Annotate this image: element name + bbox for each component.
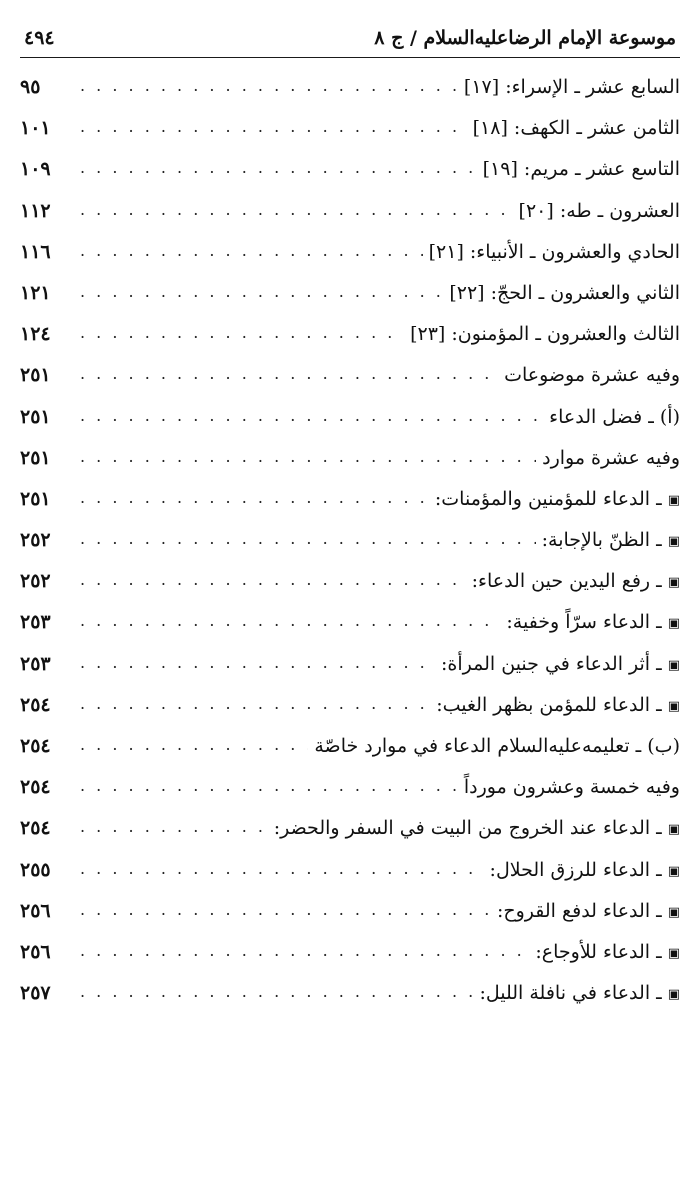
toc-entry-page-number: ٩٥ <box>20 76 41 98</box>
toc-entry <box>20 76 680 117</box>
toc-entry-page-number: ٢٥١ <box>20 405 51 428</box>
toc-entry-page-number: ١١٦ <box>20 240 51 263</box>
toc-entry-page-number: ٢٥٤ <box>20 776 51 799</box>
square-bullet-icon: ▣ <box>667 987 680 1003</box>
toc-entry <box>20 200 680 241</box>
toc-entry <box>20 776 680 817</box>
square-bullet-icon: ▣ <box>667 945 680 961</box>
toc-entry <box>20 488 680 529</box>
toc-entry-page-number: ٢٥٢ <box>20 529 51 552</box>
square-bullet-icon: ▣ <box>667 904 680 920</box>
toc-entry-page-number: ٢٥٦ <box>20 940 51 963</box>
running-header <box>20 0 680 58</box>
toc-entry-title: التاسع عشر ـ مريم: [١٩] <box>482 158 680 181</box>
dot-leader <box>80 406 543 425</box>
toc-entry-page-number: ٢٥٤ <box>20 735 51 757</box>
dot-leader <box>80 241 423 260</box>
toc-entry-page-number: ٢٥١ <box>20 487 51 510</box>
toc-entry <box>20 406 680 447</box>
toc-entry <box>20 241 680 282</box>
toc-entry-title: الحادي والعشرون ـ الأنبياء: [٢١] <box>428 240 680 263</box>
toc-entry <box>20 694 680 735</box>
toc-entry-page-number: ١٠٩ <box>20 158 51 181</box>
dot-leader <box>80 653 435 672</box>
square-bullet-icon: ▣ <box>667 863 680 879</box>
dot-leader <box>80 200 513 219</box>
toc-entry <box>20 941 680 982</box>
toc-entry-title: ـ الظنّ بالإجابة: <box>541 529 662 552</box>
toc-entry-title: (ب) ـ تعليمه‌عليه‌السلام الدعاء في موارد خاصّة <box>314 735 680 757</box>
toc-entry-page-number: ١١٢ <box>20 199 51 222</box>
toc-entry-title: ـ الدعاء للمؤمن بظهر الغيب: <box>436 693 662 716</box>
page-number: ٤٩٤ <box>24 27 55 49</box>
toc-entry <box>20 323 680 364</box>
toc-entry-page-number: ١٢٤ <box>20 323 51 346</box>
toc-entry-title: (أ) ـ فضل الدعاء <box>549 405 680 428</box>
toc-entry <box>20 158 680 199</box>
toc-entry <box>20 117 680 158</box>
toc-entry-title: وفيه عشرة موارد <box>542 446 680 469</box>
dot-leader <box>80 76 458 95</box>
toc-entry <box>20 611 680 652</box>
dot-leader <box>80 158 477 177</box>
square-bullet-icon: ▣ <box>667 575 680 591</box>
dot-leader <box>80 900 491 919</box>
toc-entry-page-number: ٢٥١ <box>20 364 51 387</box>
dot-leader <box>80 982 473 1001</box>
toc-entry-title: الثامن عشر ـ الكهف: [١٨] <box>472 117 680 140</box>
toc-entry-title: ـ الدعاء للمؤمنين والمؤمنات: <box>434 487 662 510</box>
toc-entry-page-number: ١٠١ <box>20 117 51 140</box>
toc-entry-title: ـ الدعاء عند الخروج من البيت في السفر والحضر: <box>273 817 662 840</box>
square-bullet-icon: ▣ <box>667 822 680 838</box>
toc-entry <box>20 982 680 1023</box>
running-header-title: موسوعة الإمام الرضاعليه‌السلام / ج ٨ <box>374 27 676 49</box>
toc-entry-page-number: ٢٥٥ <box>20 858 51 881</box>
dot-leader <box>80 694 430 713</box>
toc-entry-page-number: ٢٥٤ <box>20 693 51 716</box>
toc-entry-title: الثالث والعشرون ـ المؤمنون: [٢٣] <box>410 323 680 346</box>
square-bullet-icon: ▣ <box>667 534 680 550</box>
table-of-contents <box>20 58 680 1023</box>
square-bullet-icon: ▣ <box>667 698 680 714</box>
dot-leader <box>80 364 498 383</box>
dot-leader <box>80 776 458 795</box>
toc-entry-page-number: ٢٥٤ <box>20 817 51 840</box>
dot-leader <box>80 611 500 630</box>
toc-entry <box>20 735 680 776</box>
toc-entry-title: ـ الدعاء للرزق الحلال: <box>489 858 662 881</box>
toc-entry <box>20 817 680 858</box>
toc-entry-title: السابع عشر ـ الإسراء: [١٧] <box>463 76 680 98</box>
dot-leader <box>80 447 536 466</box>
toc-entry-title: ـ رفع اليدين حين الدعاء: <box>471 570 662 593</box>
toc-entry-page-number: ٢٥١ <box>20 446 51 469</box>
toc-entry-title: ـ الدعاء في نافلة الليل: <box>479 982 662 1005</box>
dot-leader <box>80 735 308 754</box>
toc-entry-page-number: ٢٥٧ <box>20 982 51 1005</box>
square-bullet-icon: ▣ <box>667 657 680 673</box>
toc-entry-title: ـ الدعاء لدفع القروح: <box>496 899 662 922</box>
toc-entry-page-number: ٢٥٢ <box>20 570 51 593</box>
dot-leader <box>80 488 429 507</box>
dot-leader <box>80 859 484 878</box>
toc-entry <box>20 570 680 611</box>
toc-entry-title: الثاني والعشرون ـ الحجّ: [٢٢] <box>449 281 680 304</box>
dot-leader <box>80 117 467 136</box>
toc-entry-title: وفيه خمسة وعشرون مورداً <box>463 776 680 799</box>
square-bullet-icon: ▣ <box>667 616 680 632</box>
dot-leader <box>80 570 466 589</box>
toc-entry-title: ـ الدعاء للأوجاع: <box>535 940 662 963</box>
dot-leader <box>80 529 536 548</box>
toc-entry <box>20 447 680 488</box>
square-bullet-icon: ▣ <box>667 492 680 508</box>
dot-leader <box>80 323 404 342</box>
toc-entry-title: ـ الدعاء سرّاً وخفية: <box>506 611 662 634</box>
dot-leader <box>80 941 529 960</box>
toc-entry-page-number: ١٢١ <box>20 281 51 304</box>
dot-leader <box>80 817 268 836</box>
toc-entry <box>20 529 680 570</box>
toc-entry-page-number: ٢٥٣ <box>20 611 51 634</box>
toc-entry <box>20 859 680 900</box>
toc-entry-page-number: ٢٥٦ <box>20 899 51 922</box>
toc-entry <box>20 900 680 941</box>
toc-entry-title: وفيه عشرة موضوعات <box>504 364 680 387</box>
toc-entry <box>20 364 680 405</box>
toc-entry-page-number: ٢٥٣ <box>20 652 51 675</box>
toc-entry <box>20 653 680 694</box>
toc-entry <box>20 282 680 323</box>
toc-entry-title: ـ أثر الدعاء في جنين المرأة: <box>441 652 662 675</box>
dot-leader <box>80 282 443 301</box>
toc-entry-title: العشرون ـ طه: [٢٠] <box>518 199 680 222</box>
